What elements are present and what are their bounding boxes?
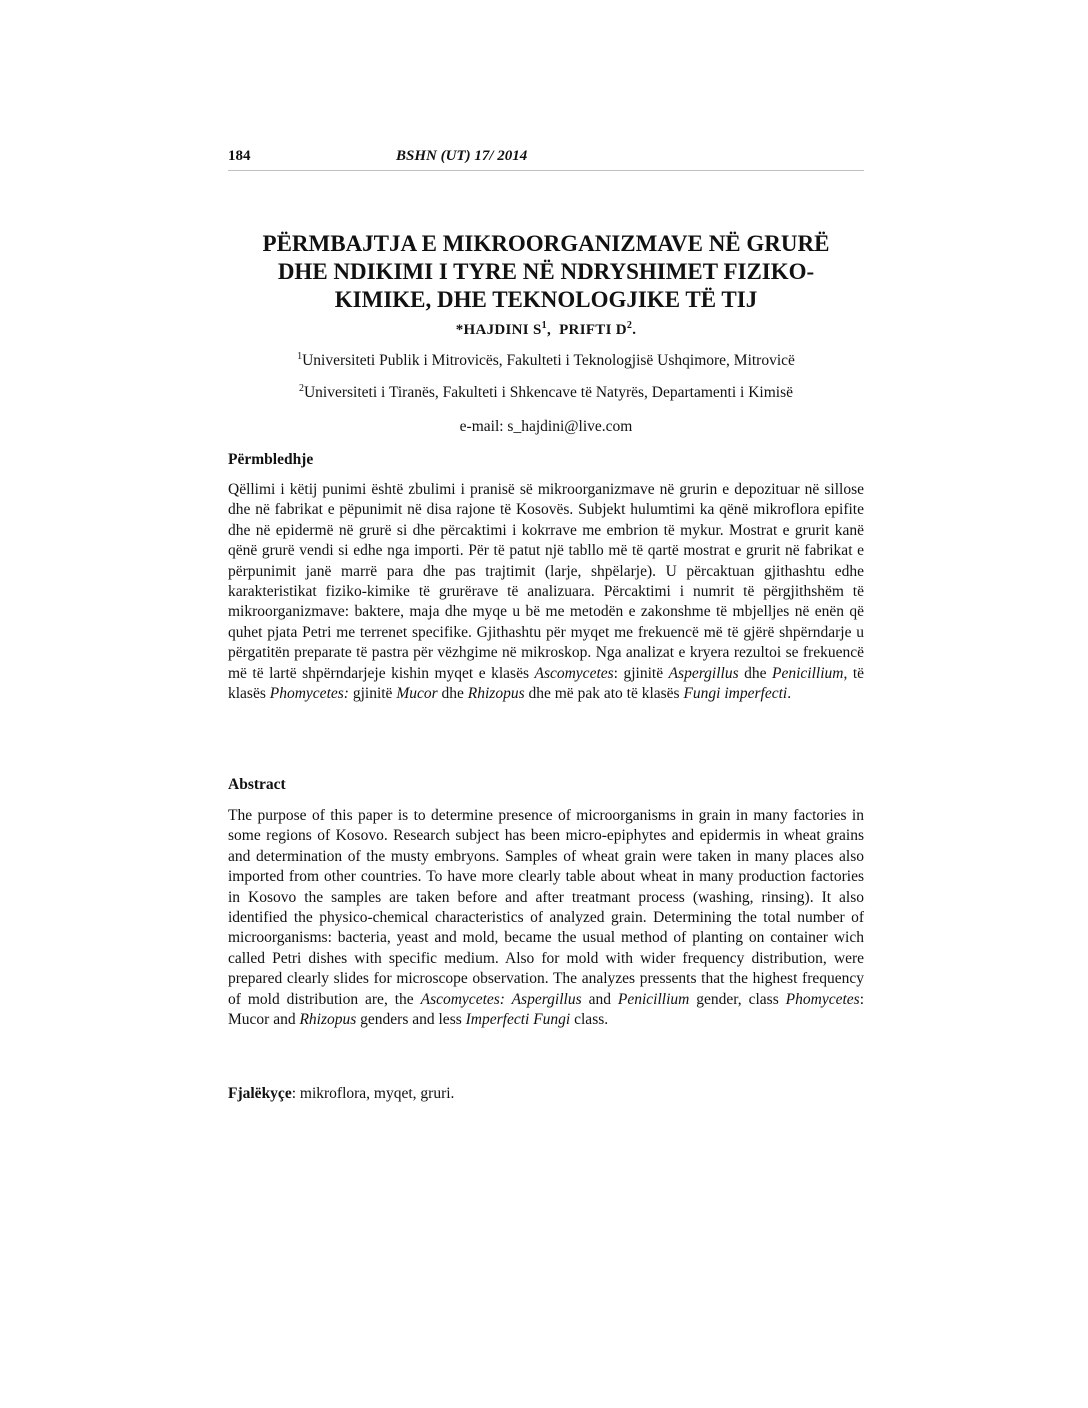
page-number: 184	[228, 148, 251, 164]
author-2: PRIFTI D	[559, 322, 627, 338]
affiliation-1	[228, 352, 864, 370]
abstract-heading: Abstract	[228, 776, 286, 793]
affiliation-2-text: Universiteti i Tiranës, Fakulteti i Shkencave të Natyrës, Departamenti i Kimisë	[303, 384, 793, 401]
running-header	[228, 146, 864, 171]
summary-text-4: , të klasës	[228, 664, 865, 703]
journal-citation: BSHN (UT) 17/ 2014	[396, 148, 528, 164]
summary-italic-7: Fungi imperfecti	[683, 685, 788, 703]
abstract-text-4: : Mucor and	[228, 990, 864, 1029]
keywords	[228, 1085, 454, 1103]
abstract-text-2: and	[581, 990, 618, 1008]
keywords-list: : mikroflora, myqet, gruri.	[291, 1085, 455, 1102]
summary-italic-6: Rhizopus	[467, 685, 525, 703]
summary-text-8: .	[787, 685, 792, 703]
authors-end: .	[632, 322, 637, 338]
author-1-affiliation-mark: 1	[541, 320, 547, 331]
abstract-italic-5: Imperfecti Fungi	[465, 1011, 571, 1029]
abstract-italic-3: Phomycetes	[785, 990, 860, 1008]
summary-italic-3: Penicillium	[772, 664, 844, 682]
summary-text-2: : gjinitë	[613, 664, 669, 682]
summary-paragraph	[228, 480, 864, 704]
affiliation-2-mark: 2	[298, 382, 304, 394]
summary-italic-2: Aspergillus	[668, 664, 739, 682]
author-1: *HAJDINI S	[455, 322, 542, 338]
abstract-paragraph	[228, 806, 864, 1030]
summary-text-7: dhe më pak ato të klasës	[524, 685, 684, 703]
abstract-italic-1: Ascomycetes: Aspergillus	[420, 990, 582, 1008]
abstract-italic-4: Rhizopus	[299, 1011, 357, 1029]
contact-email: e-mail: s_hajdini@live.com	[459, 418, 633, 435]
affiliation-2	[228, 384, 864, 402]
abstract-text-6: class.	[570, 1011, 609, 1029]
affiliation-1-mark: 1	[297, 350, 303, 362]
abstract-text-1: The purpose of this paper is to determine presence of microorganisms in grain in many factories in some regions of Kosovo. Research subject has been micro-epiphytes and epidermis in wheat grains and determination of the musty embryons. Samples of wheat grain were taken in many places also imported from other countries. To have more clearly table about wheat in many production factories in Kosovo the samples are taken before and after treatmant process (washing, rinsing). It also identified the physico-chemical characteristics of analyzed grain. Determining the total number of microorganisms: bacteria, yeast and mold, became the usual method of planting on container wich called Petri dishes with specific medium. Also for mold with wider frequency distribution, were prepared clearly slides for microscope observation. The analyzes pressents that the highest frequency of mold distribution are, the	[228, 807, 864, 1008]
affiliation-1-text: Universiteti Publik i Mitrovicës, Fakulteti i Teknologjisë Ushqimore, Mitrovicë	[302, 352, 795, 369]
summary-italic-1: Ascomycetes	[534, 664, 614, 682]
title-line-3: KIMIKE, DHE TEKNOLOGJIKE TË TIJ	[334, 287, 758, 312]
keywords-label: Fjalëkyçe	[228, 1085, 292, 1102]
paper-title	[228, 230, 864, 314]
abstract-text-3: gender, class	[689, 990, 786, 1008]
summary-text-6: dhe	[437, 685, 468, 703]
summary-text-5: gjinitë	[348, 685, 397, 703]
abstract-italic-2: Penicillium	[617, 990, 690, 1008]
summary-text-1: Qëllimi i këtij punimi është zbulimi i pranisë së mikroorganizmave në grurin e depozituar në sillose dhe në fabrikat e pëpunimit në disa rajone të Kosovës. Subjekt hulumtimi ka qënë mikroflora epifite dhe në epidermë në grurë si dhe përcaktimi i kokrrave me embrion të mykur. Mostrat e grurit kanë qënë grurë vendi si edhe nga importi. Për të patut një tabllo më të qartë mostrat e grurit në fabrikat e përpunimit janë marrë para dhe pas trajtimit (larje, shpëlarje). U përcaktuan gjithashtu edhe karakteristikat fiziko-kimike të grurërave të analizuara. Përcaktimi i numrit të përgjithshëm të mikroorganizmave: baktere, maja dhe myqe u bë me metodën e zakonshme të mbjelljes në enën që quhet pjata Petri me terrenet specifike. Gjithashtu për myqet me frekuencë më të gjërë shpërndarje u përgatitën preparate të pastra për vëzhgime në mikroskop. Nga analizat e kryera rezultoi se frekuencë më të lartë shpërndarjeje kishin myqet e klasës	[228, 481, 864, 682]
author-separator: ,	[546, 322, 560, 338]
author-2-affiliation-mark: 2	[626, 320, 633, 331]
summary-italic-5: Mucor	[396, 685, 438, 703]
summary-text-3: dhe	[738, 664, 772, 682]
summary-italic-4: Phomycetes:	[269, 685, 349, 703]
summary-heading: Përmbledhje	[228, 451, 314, 468]
title-line-2: DHE NDIKIMI I TYRE NË NDRYSHIMET FIZIKO-	[277, 259, 815, 284]
title-line-1: PËRMBAJTJA E MIKROORGANIZMAVE NË GRURË	[262, 231, 830, 256]
abstract-text-5: genders and less	[356, 1011, 466, 1029]
authors	[228, 322, 864, 339]
